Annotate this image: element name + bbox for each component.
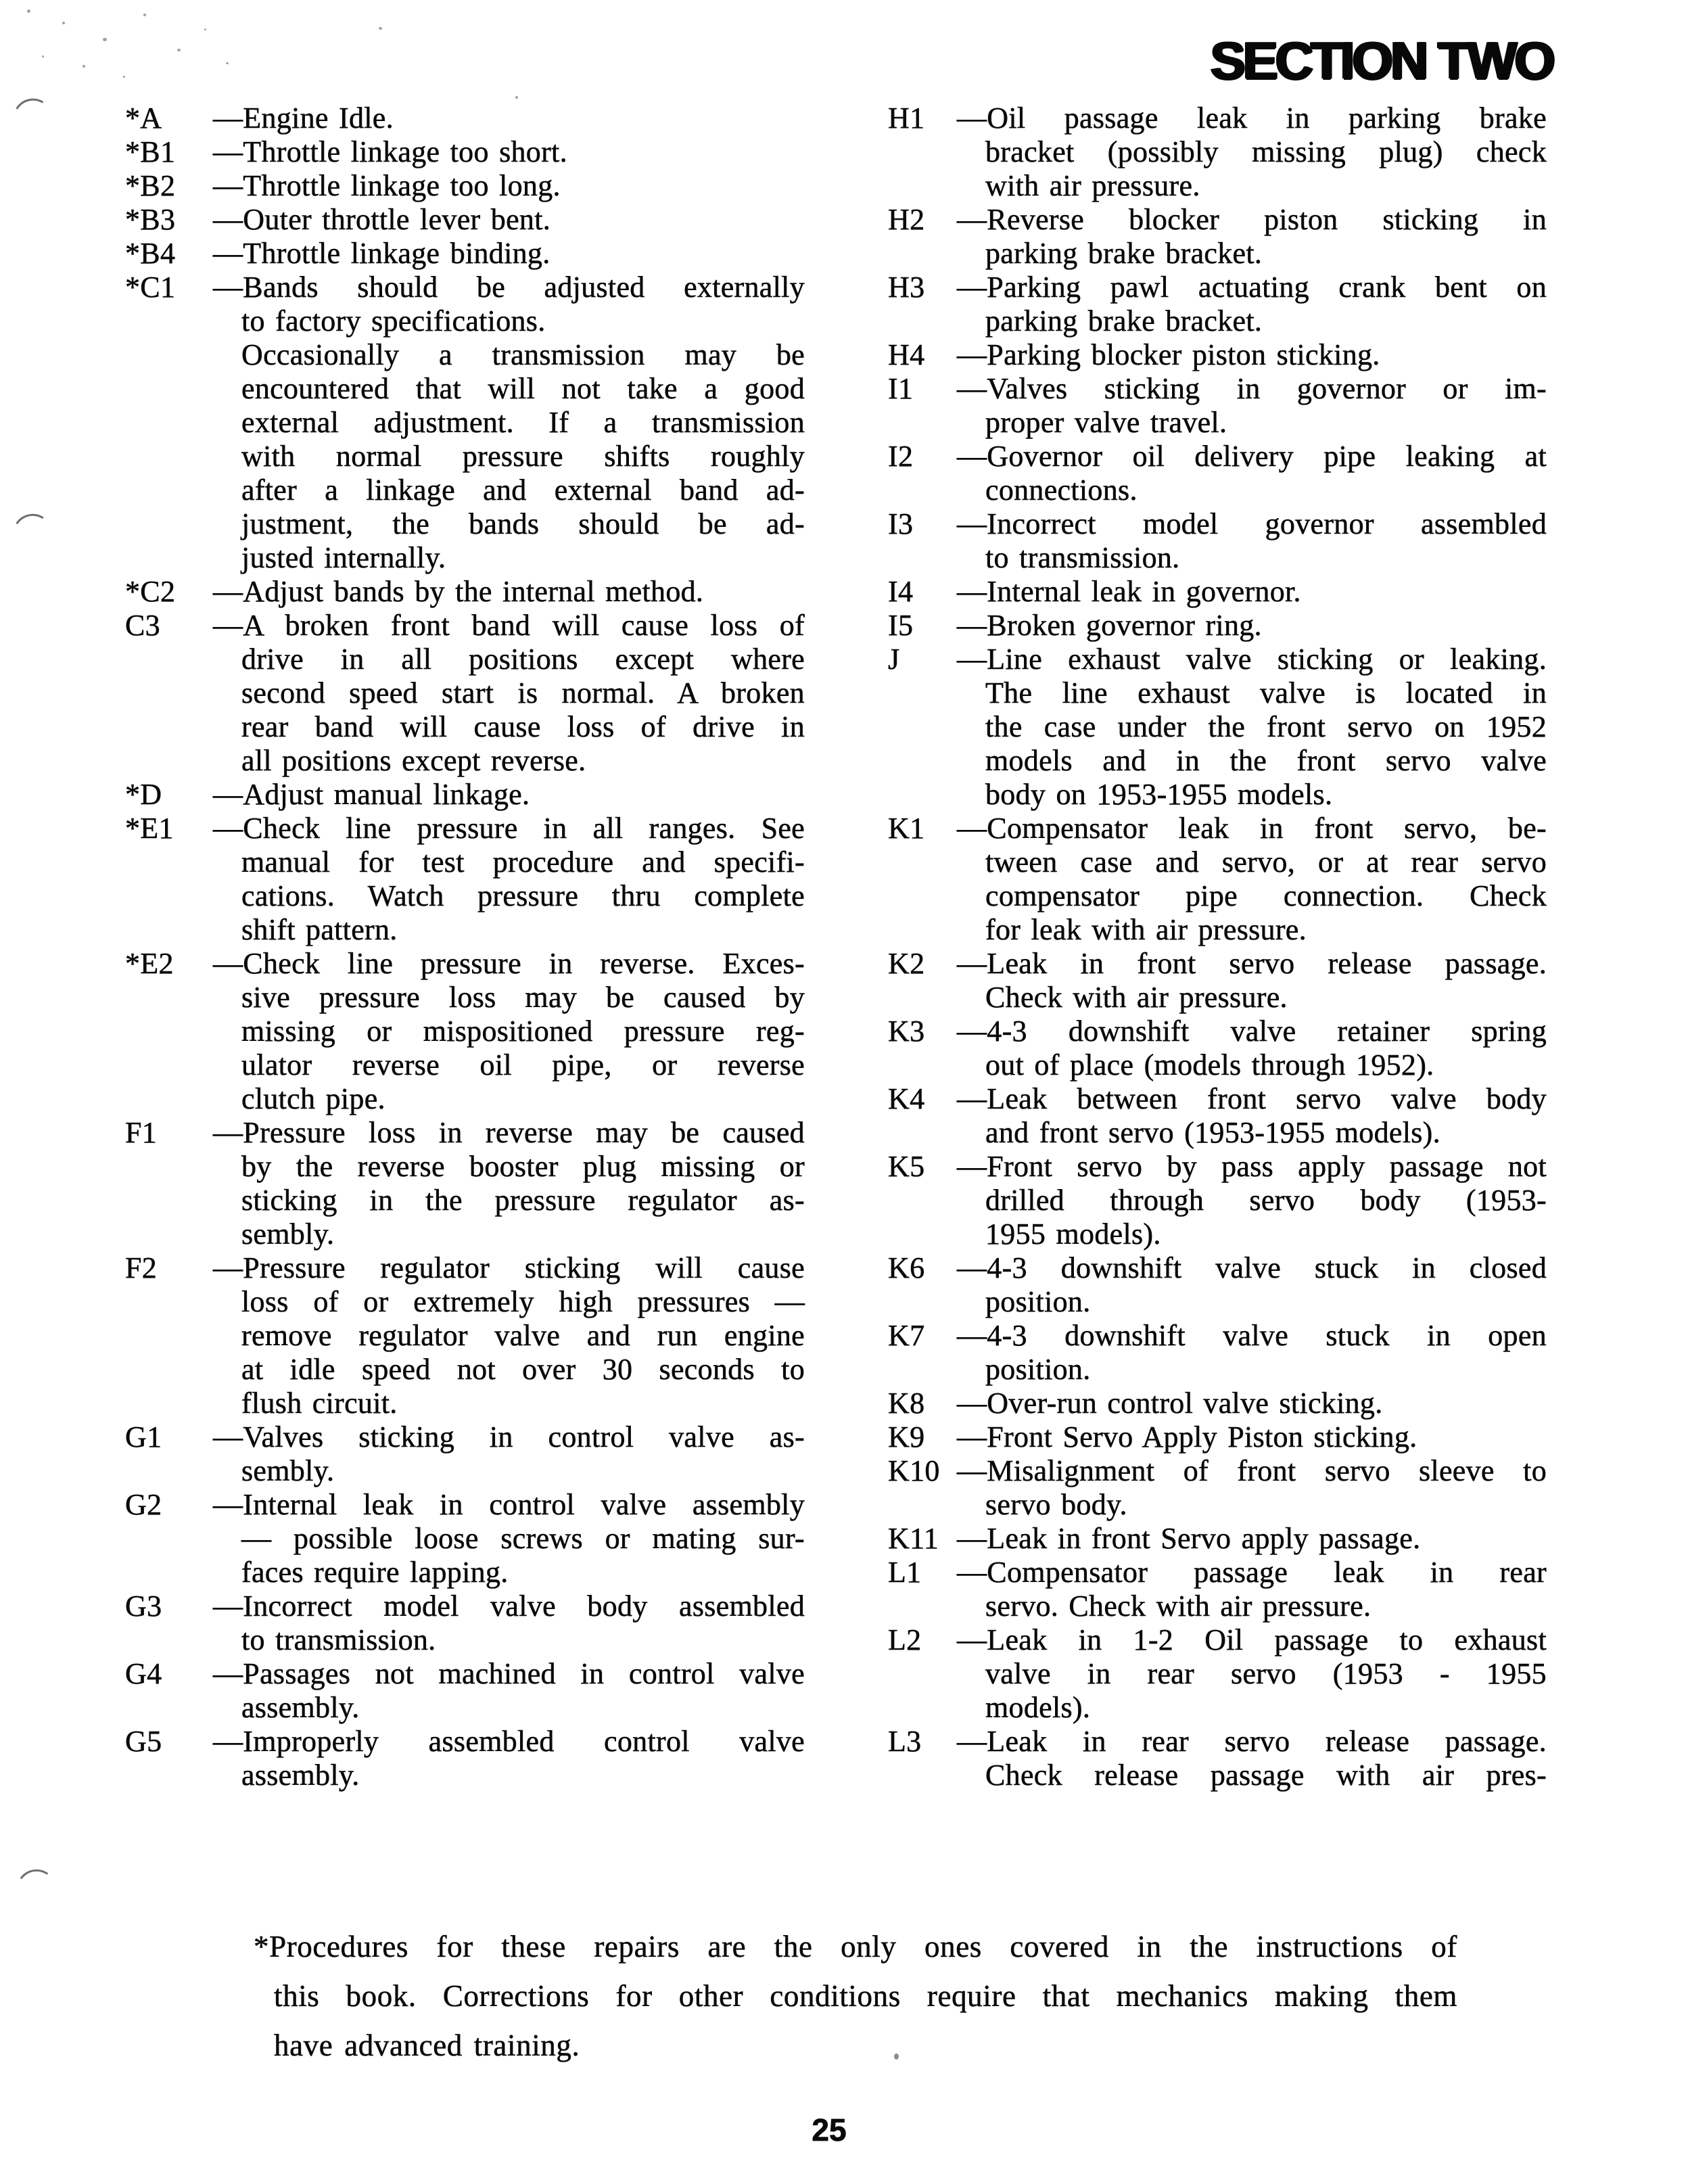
fault-item-l1 [888,1556,1547,1623]
fault-item-l3 [888,1725,1547,1792]
fault-description-line: 1955 models). [985,1217,1161,1251]
fault-description-line: —Passages not machined in control valve [213,1657,805,1690]
fault-code: K6 [888,1251,925,1284]
fault-description-line: —Front Servo Apply Piston sticking. [957,1420,1417,1454]
fault-description [213,1488,805,1589]
fault-description [957,1082,1547,1150]
fault-description [213,1420,805,1488]
fault-description [213,101,805,135]
fault-description [213,203,805,237]
fault-item-i2 [888,440,1547,507]
fault-description [957,372,1547,440]
fault-description-line: at idle speed not over 30 seconds to [241,1353,805,1386]
fault-description-line: remove regulator valve and run engine [241,1319,805,1352]
fault-description [213,1725,805,1792]
fault-description-line: —Leak between front servo valve body [957,1082,1547,1115]
fault-description-line: —Pressure regulator sticking will cause [213,1251,805,1284]
fault-code: F2 [125,1251,158,1284]
fault-description-line: by the reverse booster plug missing or [241,1150,805,1183]
fault-description [213,135,805,169]
fault-code: G2 [125,1488,162,1521]
fault-description-line: —Leak in 1-2 Oil passage to exhaust [957,1623,1547,1656]
footnote [254,1922,1457,2070]
fault-description-line: —Adjust bands by the internal method. [213,575,704,608]
fault-description [957,1725,1547,1792]
fault-description-line: justed internally. [241,541,446,574]
fault-item-k7 [888,1319,1547,1387]
fault-description-line: missing or mispositioned pressure reg- [241,1015,805,1048]
fault-code: F1 [125,1116,158,1149]
fault-code: C3 [125,609,160,642]
fault-description-line: —Incorrect model governor assembled [957,507,1547,540]
fault-description-line: external adjustment. If a transmission [241,406,805,439]
fault-item-e2 [125,947,805,1116]
fault-code: G3 [125,1589,162,1623]
fault-item-c2 [125,575,805,609]
fault-item-g4 [125,1657,805,1725]
fault-description [213,812,805,947]
fault-code: *A [125,101,162,135]
fault-description [957,609,1547,643]
fault-description [957,507,1547,575]
scan-artifact-speck [27,9,30,13]
fault-item-l2 [888,1623,1547,1725]
fault-item-i1 [888,372,1547,440]
fault-item-j [888,643,1547,812]
fault-description-line: shift pattern. [241,913,398,946]
fault-description [213,609,805,778]
scan-artifact-speck [103,38,107,41]
scan-artifact-speck [62,22,65,24]
fault-code: I5 [888,609,914,642]
fault-code: I1 [888,372,914,405]
fault-description-line: —Over-run control valve sticking. [957,1387,1383,1420]
fault-item-k6 [888,1251,1547,1319]
fault-item-f1 [125,1116,805,1251]
fault-description-line: —4-3 downshift valve stuck in closed [957,1251,1547,1284]
fault-description-line: clutch pipe. [241,1082,385,1115]
fault-description [213,237,805,271]
fault-description-line: and front servo (1953-1955 models). [985,1116,1440,1149]
fault-item-h2 [888,203,1547,271]
fault-description-line: —Parking pawl actuating crank bent on [957,271,1547,304]
fault-description-line: —Compensator leak in front servo, be- [957,812,1547,845]
fault-description-line: sembly. [241,1454,335,1487]
fault-description-line: manual for test procedure and specifi- [241,845,805,879]
fault-description [213,1251,805,1420]
fault-description [957,947,1547,1015]
fault-description-line: —Leak in rear servo release passage. [957,1725,1547,1758]
fault-item-f2 [125,1251,805,1420]
fault-description-line: Occasionally a transmission may be [241,338,805,371]
fault-description-line: —Leak in front Servo apply passage. [957,1522,1421,1555]
fault-description-line: compensator pipe connection. Check [985,879,1547,912]
fault-description-line: after a linkage and external band ad- [241,473,805,507]
fault-item-i5 [888,609,1547,643]
fault-description [213,1589,805,1657]
fault-item-k9 [888,1420,1547,1454]
fault-code: G1 [125,1420,162,1454]
fault-description [213,778,805,812]
fault-description-line: —Check line pressure in reverse. Exces- [213,947,805,980]
scan-artifact-speck [894,2053,899,2060]
fault-description [957,271,1547,338]
fault-description-line: —Leak in front servo release passage. [957,947,1547,980]
fault-code: I2 [888,440,914,473]
fault-item-b1 [125,135,805,169]
fault-description [957,1251,1547,1319]
fault-item-k11 [888,1522,1547,1556]
fault-code: H3 [888,271,925,304]
scan-artifact-speck [143,14,146,16]
fault-description-line: —A broken front band will cause loss of [213,609,805,642]
fault-description-line: with normal pressure shifts roughly [241,440,805,473]
scan-artifact-speck [83,65,85,68]
fault-item-k8 [888,1387,1547,1420]
fault-item-g3 [125,1589,805,1657]
fault-description [957,440,1547,507]
fault-item-i3 [888,507,1547,575]
fault-description-line: —Misalignment of front servo sleeve to [957,1454,1547,1487]
fault-description-line: justment, the bands should be ad- [241,507,805,540]
fault-description-line: loss of or extremely high pressures — [241,1285,805,1318]
fault-code: G5 [125,1725,162,1758]
fault-item-g2 [125,1488,805,1589]
scan-artifact-speck [42,55,44,57]
fault-code: *D [125,778,162,811]
fault-description-line: The line exhaust valve is located in [985,676,1547,710]
fault-description [957,1623,1547,1725]
fault-description-line: to transmission. [985,541,1180,574]
fault-description-line: valve in rear servo (1953 - 1955 [985,1657,1547,1690]
fault-item-g1 [125,1420,805,1488]
scan-artifact-speck [204,28,206,30]
fault-description-line: —Compensator passage leak in rear [957,1556,1547,1589]
fault-item-h3 [888,271,1547,338]
fault-description-line: —Governor oil delivery pipe leaking at [957,440,1547,473]
fault-code: K2 [888,947,925,980]
fault-description-line: position. [985,1353,1091,1386]
fault-description [957,643,1547,812]
fault-description-line: flush circuit. [241,1387,398,1420]
fault-description [957,575,1547,609]
fault-description [957,1015,1547,1082]
fault-code: *C2 [125,575,176,608]
fault-description [957,101,1547,203]
footnote-line: this book. Corrections for other conditions require that mechanics making them [274,1979,1457,2013]
fault-code: H2 [888,203,925,236]
fault-item-k2 [888,947,1547,1015]
fault-code: K7 [888,1319,925,1352]
scan-artifact-hook [9,94,54,127]
fault-description-line: tween case and servo, or at rear servo [985,845,1547,879]
fault-description-line: —Oil passage leak in parking brake [957,101,1547,135]
fault-description-line: servo. Check with air pressure. [985,1589,1372,1623]
fault-description-line: —Internal leak in governor. [957,575,1301,608]
fault-description-line: assembly. [241,1691,360,1724]
fault-description-line: servo body. [985,1488,1127,1521]
fault-item-k10 [888,1454,1547,1522]
fault-description-line: —Valves sticking in governor or im- [957,372,1547,405]
fault-description-line: —Pressure loss in reverse may be caused [213,1116,805,1149]
fault-description-line: the case under the front servo on 1952 [985,710,1547,743]
fault-code: I4 [888,575,914,608]
fault-description [213,271,805,575]
fault-code: K1 [888,812,925,845]
fault-description-line: — possible loose screws or mating sur- [241,1522,805,1555]
fault-description-line: faces require lapping. [241,1556,509,1589]
fault-item-k5 [888,1150,1547,1251]
fault-description-line: sive pressure loss may be caused by [241,981,805,1014]
fault-code: H1 [888,101,925,135]
fault-description [957,1420,1547,1454]
fault-code: L2 [888,1623,922,1656]
fault-item-a [125,101,805,135]
fault-code: K3 [888,1015,925,1048]
fault-code: J [888,643,900,676]
fault-description [213,947,805,1116]
fault-description-line: —Internal leak in control valve assembly [213,1488,805,1521]
fault-code: K11 [888,1522,939,1555]
fault-code: K8 [888,1387,925,1420]
fault-item-i4 [888,575,1547,609]
fault-description-line: bracket (possibly missing plug) check [985,135,1547,168]
footnote-line: have advanced training. [274,2028,580,2062]
fault-description-line: —Improperly assembled control valve [213,1725,805,1758]
fault-description-line: —Front servo by pass apply passage not [957,1150,1547,1183]
fault-description-line: rear band will cause loss of drive in [241,710,805,743]
fault-description-line: —Bands should be adjusted externally [213,271,805,304]
fault-description-line: Check with air pressure. [985,981,1288,1014]
fault-code: L3 [888,1725,922,1758]
fault-description-line: —Reverse blocker piston sticking in [957,203,1547,236]
fault-item-b3 [125,203,805,237]
fault-description-line: —Adjust manual linkage. [213,778,530,811]
fault-code: *B3 [125,203,176,236]
fault-description [957,203,1547,271]
fault-item-b4 [125,237,805,271]
fault-item-e1 [125,812,805,947]
fault-code: K10 [888,1454,940,1487]
fault-item-h1 [888,101,1547,203]
fault-description [957,1454,1547,1522]
scan-artifact-speck [226,62,229,64]
fault-description-line: body on 1953-1955 models. [985,778,1333,811]
fault-code: *B1 [125,135,176,168]
fault-description-line: drilled through servo body (1953- [985,1184,1547,1217]
fault-item-k4 [888,1082,1547,1150]
fault-description-line: to transmission. [241,1623,436,1656]
fault-item-k3 [888,1015,1547,1082]
fault-description-line: —Incorrect model valve body assembled [213,1589,805,1623]
fault-description [213,1116,805,1251]
fault-description-line: —Outer throttle lever bent. [213,203,551,236]
scan-artifact-hook [9,510,53,542]
scan-artifact-speck [123,76,125,78]
fault-description-line: drive in all positions except where [241,643,805,676]
fault-description [957,1387,1547,1420]
fault-description-line: —Line exhaust valve sticking or leaking. [957,643,1547,676]
fault-description-line: assembly. [241,1759,360,1792]
fault-description-line: for leak with air pressure. [985,913,1307,946]
fault-description-line: models). [985,1691,1091,1724]
scan-artifact-speck [177,49,181,51]
fault-code: H4 [888,338,925,371]
fault-code: *B2 [125,169,176,202]
fault-code: K5 [888,1150,925,1183]
fault-description-line: —4-3 downshift valve stuck in open [957,1319,1547,1352]
fault-description [957,338,1547,372]
fault-description-line: —Check line pressure in all ranges. See [213,812,805,845]
fault-description-line: out of place (models through 1952). [985,1048,1434,1082]
fault-item-h4 [888,338,1547,372]
fault-description-line: —Valves sticking in control valve as- [213,1420,805,1454]
footnote-line: *Procedures for these repairs are the only ones covered in the instructions of [254,1930,1457,1964]
fault-description-line: —Throttle linkage too long. [213,169,561,202]
scan-artifact-hook [13,1866,57,1897]
fault-code: *E2 [125,947,174,980]
fault-description-line: Check release passage with air pres- [985,1759,1547,1792]
section-header: SECTION TWO [1210,30,1553,90]
fault-description-line: —Broken governor ring. [957,609,1262,642]
fault-description [957,1556,1547,1623]
fault-description [957,1150,1547,1251]
scan-artifact-speck [379,27,382,30]
fault-code: *C1 [125,271,176,304]
fault-description-line: cations. Watch pressure thru complete [241,879,805,912]
fault-description-line: position. [985,1285,1091,1318]
fault-description-line: models and in the front servo valve [985,744,1547,777]
fault-code: L1 [888,1556,922,1589]
fault-item-c1 [125,271,805,575]
fault-code: G4 [125,1657,162,1690]
fault-description [213,575,805,609]
fault-description-line: sticking in the pressure regulator as- [241,1184,805,1217]
fault-description [213,1657,805,1725]
fault-description-line: —4-3 downshift valve retainer spring [957,1015,1547,1048]
scan-artifact-speck [515,96,518,99]
fault-description-line: proper valve travel. [985,406,1227,439]
fault-description [957,1319,1547,1387]
fault-item-b2 [125,169,805,203]
fault-code: K9 [888,1420,925,1454]
fault-item-k1 [888,812,1547,947]
fault-description-line: —Throttle linkage binding. [213,237,550,270]
fault-description-line: with air pressure. [985,169,1200,202]
fault-description-line: —Engine Idle. [213,101,394,135]
fault-description-line: to factory specifications. [241,304,546,338]
fault-description-line: second speed start is normal. A broken [241,676,805,710]
fault-item-c3 [125,609,805,778]
fault-description [213,169,805,203]
fault-description-line: encountered that will not take a good [241,372,805,405]
fault-description-line: parking brake bracket. [985,237,1263,270]
fault-code: *B4 [125,237,176,270]
fault-description-line: connections. [985,473,1138,507]
fault-description-line: —Throttle linkage too short. [213,135,567,168]
fault-description-line: all positions except reverse. [241,744,586,777]
fault-description-line: ulator reverse oil pipe, or reverse [241,1048,805,1082]
fault-description-line: sembly. [241,1217,335,1251]
fault-code: I3 [888,507,914,540]
fault-description [957,812,1547,947]
fault-list-left-column [125,101,805,1792]
fault-description-line: —Parking blocker piston sticking. [957,338,1380,371]
fault-list-right-column [888,101,1547,1792]
fault-item-d [125,778,805,812]
fault-item-g5 [125,1725,805,1792]
fault-description-line: parking brake bracket. [985,304,1263,338]
fault-code: K4 [888,1082,925,1115]
page-number: 25 [812,2112,847,2147]
fault-code: *E1 [125,812,174,845]
fault-description [957,1522,1547,1556]
